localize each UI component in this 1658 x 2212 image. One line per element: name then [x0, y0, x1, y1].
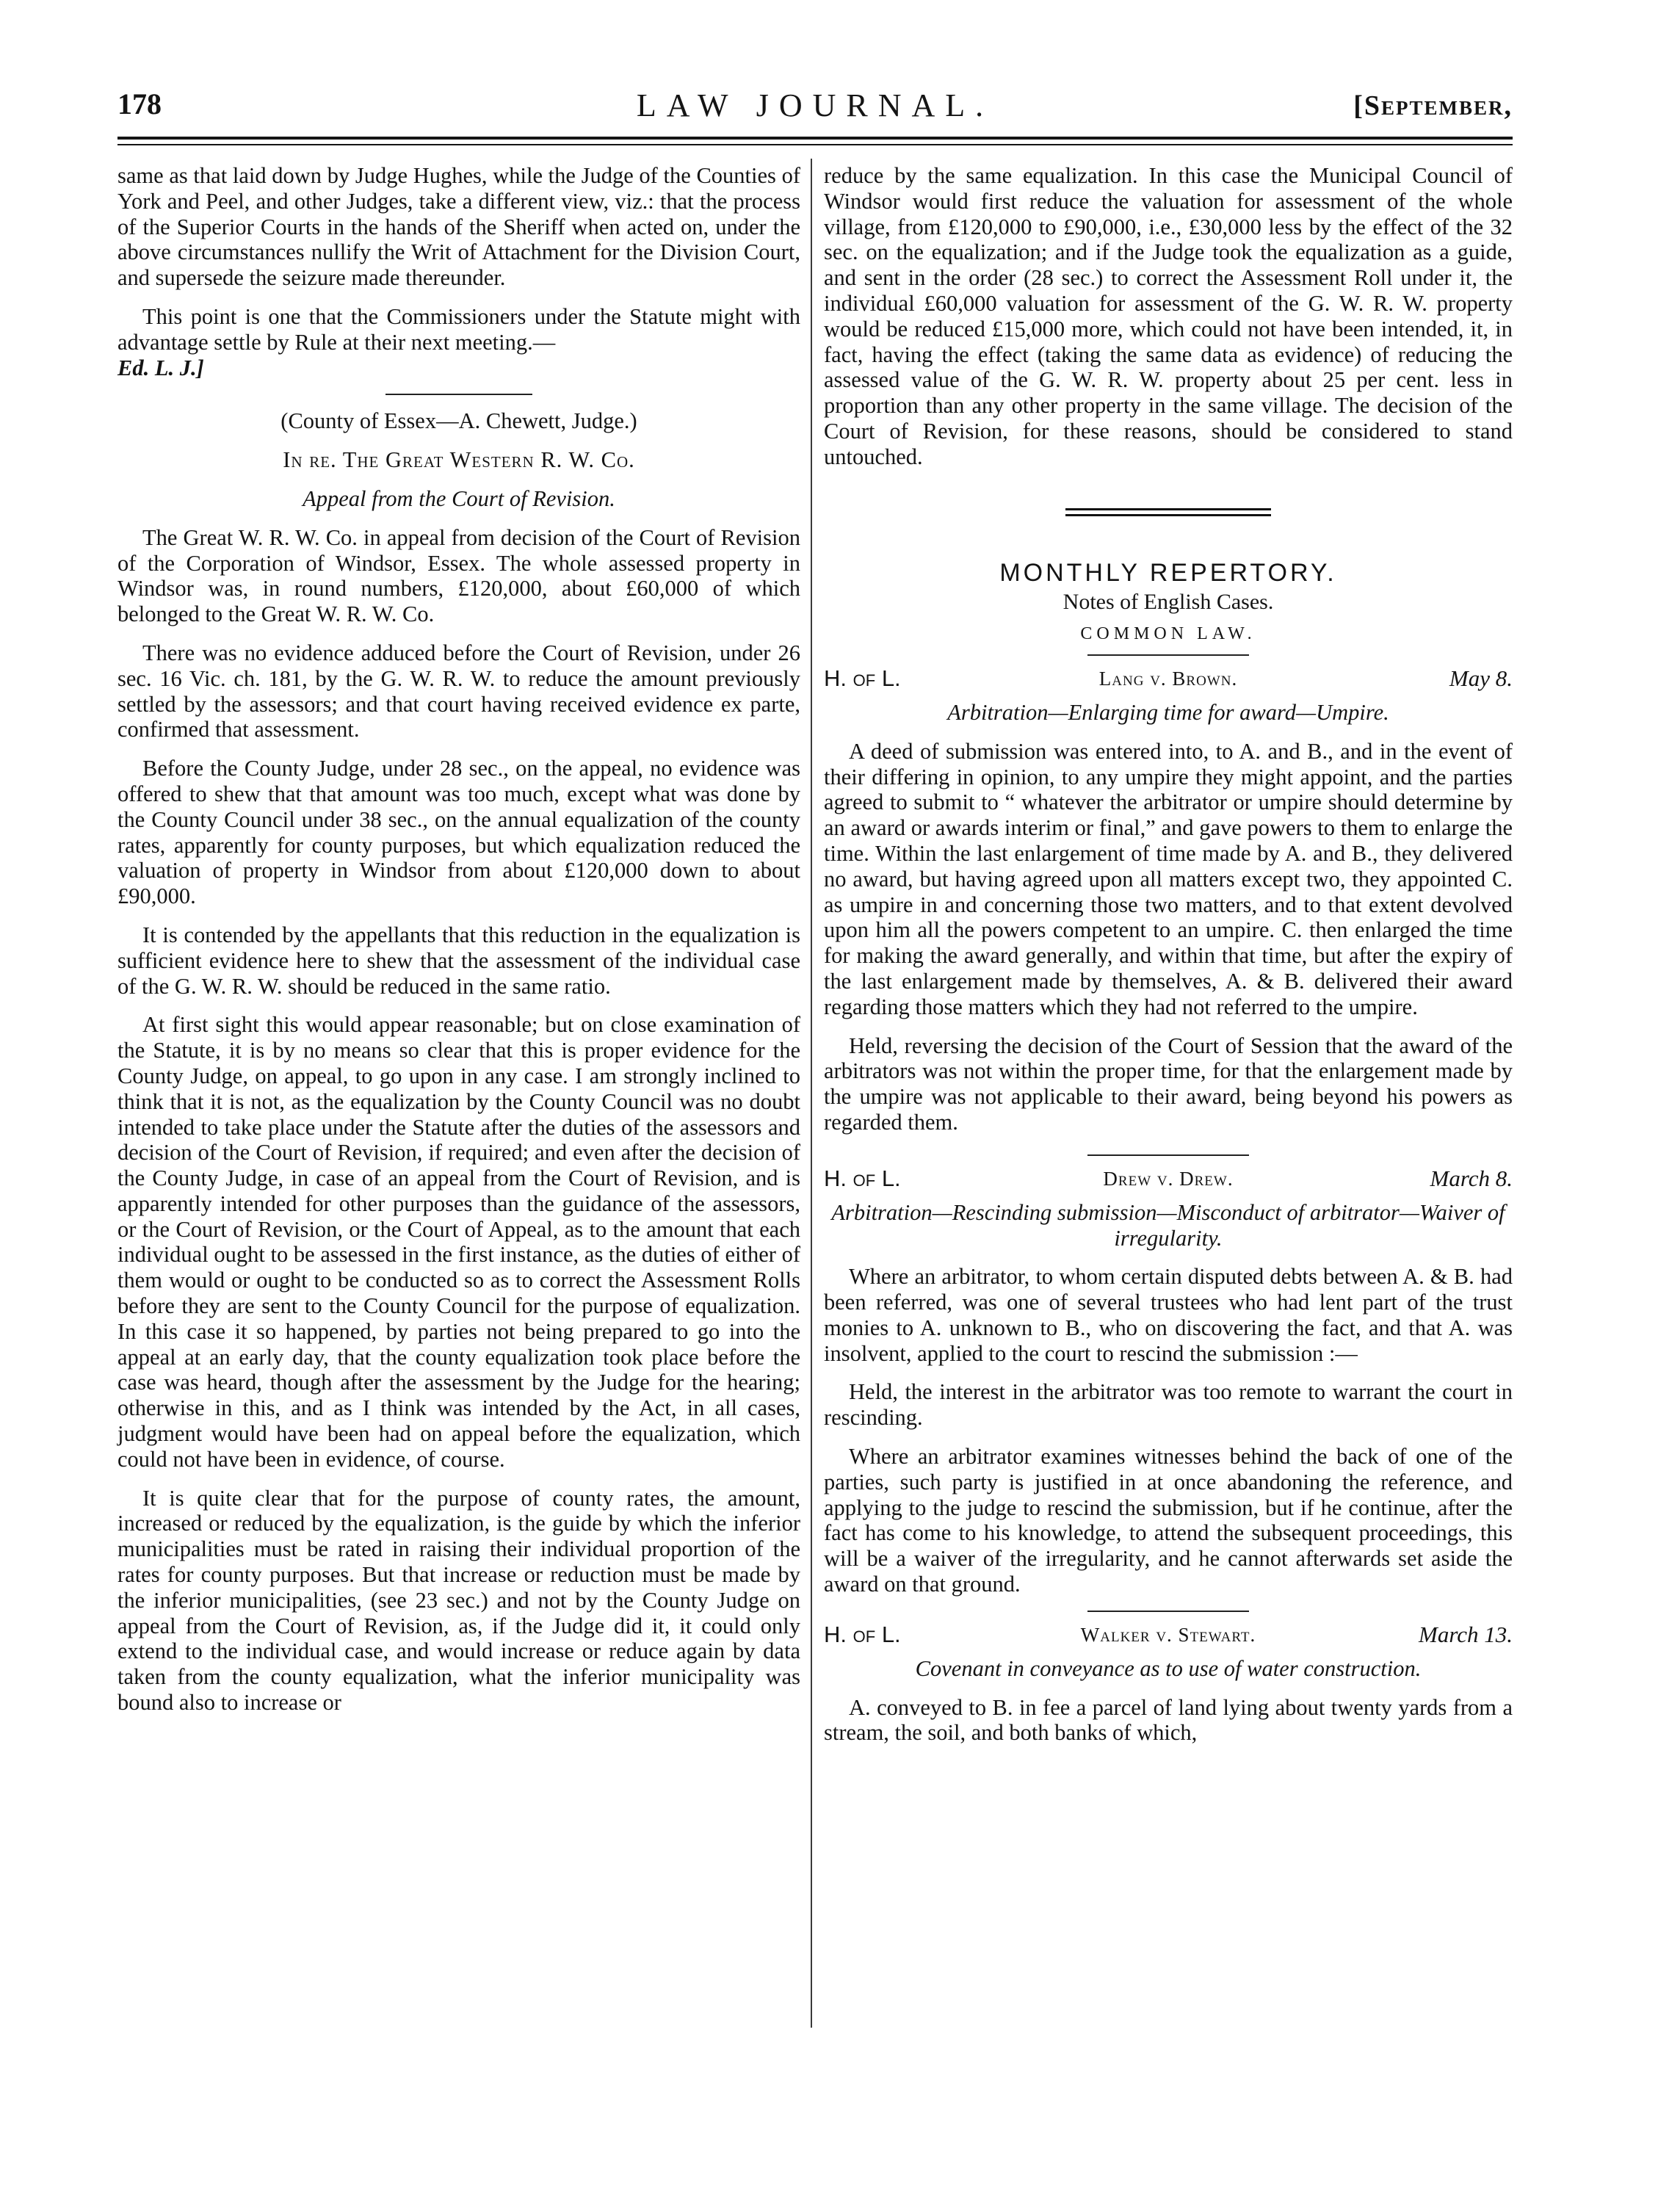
section-double-rule — [1065, 508, 1271, 516]
section-category: COMMON LAW. — [1080, 624, 1256, 644]
body-paragraph: At first sight this would appear reasonable; but on close examination of the Statute, it is by no means so clear that this is proper evidence for the County Judge, on appeal, to go upon in any case. I am strongly inclined to think that it is not, as the equalization by the County Council was no doubt intended to take place under the Statute after the duties of the assessors and decision of the Court of Revision, if required; and even after the decision of the County Judge, in case of an appeal from the Court of Revision, and is apparently intended for other purposes than the guidance of the assessors, or the Court of Revision, or the Court of Appeal, as to the amount that each individual ought to be assessed in the first instance, as the duties of either of them would or ought to be conducted so as to correct the Assessment Rolls before they are sent to the County Council for the purpose of equalization. In this case it so happened, by parties not being prepared to go into the appeal at an early day, that the county equalization took place before the case was heard, though after the assessment by the Judge for the hearing; otherwise in this, and as I think was intended by the Act, in all cases, judgment would have been had on appeal before the equalization, which could not have been in evidence, of course. — [117, 1012, 800, 1472]
case-paragraph: Held, reversing the decision of the Court of Session that the award of the arbitrators was not within the proper time, for that the enlargement made by the umpire was not applicable to their award, being beyond his powers as regarded them. — [824, 1033, 1513, 1135]
court-line: (County of Essex—A. Chewett, Judge.) — [280, 408, 637, 434]
category-rule — [1087, 654, 1249, 656]
case-title: In re. The Great Western R. W. Co. — [283, 447, 635, 473]
header-rule-thick — [117, 137, 1513, 140]
body-paragraph: There was no evidence adduced before the Court of Revision, under 26 sec. 16 Vic. ch. 181, by the G. W. R. W. to reduce the amount previously settled by the assessors; and that court having received evidence ex parte, confirmed that assessment. — [117, 640, 800, 742]
editor-signature: Ed. L. J.] — [117, 355, 204, 380]
case-divider — [1087, 1611, 1249, 1612]
right-column — [824, 163, 1513, 1759]
case-header — [824, 1622, 1513, 1652]
case-paragraph: Where an arbitrator, to whom certain disputed debts between A. & B. had been referred, was one of several trustees who had lent part of the trust monies to A. unknown to B., who on discovering the fact, and that A. was insolvent, applied to the court to rescind the submission :— — [824, 1264, 1513, 1366]
case-subtitle: Appeal from the Court of Revision. — [303, 485, 615, 511]
case-name: Drew v. Drew. — [1103, 1167, 1234, 1190]
case-subject: Arbitration—Enlarging time for award—Umpire. — [947, 699, 1389, 725]
case-date: May 8. — [1449, 665, 1513, 691]
section-divider — [385, 394, 532, 395]
body-paragraph: The Great W. R. W. Co. in appeal from decision of the Court of Revision of the Corporation of Windsor, Essex. The whole assessed property in Windsor was, in round numbers, £120,000, about £60,000 of which belonged to the Great W. R. W. Co. — [117, 524, 800, 627]
case-divider — [1087, 1154, 1249, 1156]
intro-paragraph: same as that laid down by Judge Hughes, while the Judge of the Counties of York and Peel, and other Judges, take a different view, viz.: that the process of the Superior Courts in the hands of the Sheriff when acted on, under the above circumstances nullify the Writ of Attachment for the Division Court, and supersede the seizure made thereunder. — [117, 163, 800, 291]
page-number: 178 — [117, 87, 162, 120]
case-paragraph: Held, the interest in the arbitrator was too remote to warrant the court in rescinding. — [824, 1379, 1513, 1431]
column-divider — [811, 159, 812, 2028]
section-subtitle: Notes of English Cases. — [1063, 590, 1274, 615]
body-paragraph: It is quite clear that for the purpose of county rates, the amount, increased or reduced by the equalization, is the guide by which the inferior municipalities must be rated in raising their individual proportion of the rates for county purposes. But that increase or reduction must be made by the inferior municipalities, (see 23 sec.) and not by the County Judge on appeal from the Court of Revision, as, if the Judge did it, it could only extend to the individual case, and would increase or reduce again by data taken from the county equalization, what the inferior municipality was bound also to increase or — [117, 1485, 800, 1716]
case-header — [824, 1166, 1513, 1196]
statute-paragraph: This point is one that the Commissioners under the Statute might with advantage settle by Rule at their next meeting.— Ed. L. J.] — [117, 303, 800, 380]
case-paragraph: Where an arbitrator examines witnesses behind the back of one of the parties, such party is justified in at once abandoning the reference, and applying to the judge to rescind the submission, but if he continue, after the fact has come to his knowledge, to attend the subsequent proceedings, this will be a waiver of the irregularity, and he cannot afterwards set aside the award on that ground. — [824, 1444, 1513, 1597]
journal-title: LAW JOURNAL. — [636, 87, 994, 123]
case-subject: Arbitration—Rescinding submission—Misconduct of arbitrator—Waiver of irregularity. — [831, 1199, 1505, 1251]
case-name: Walker v. Stewart. — [1080, 1623, 1256, 1646]
page-header — [117, 87, 1513, 138]
case-paragraph: A. conveyed to B. in fee a parcel of land lying about twenty yards from a stream, the soil, and both banks of which, — [824, 1694, 1513, 1746]
court-label: H. OF L. — [824, 1165, 901, 1191]
case-name: Lang v. Brown. — [1098, 667, 1238, 690]
header-rule-thin — [117, 144, 1513, 145]
case-date: March 13. — [1419, 1621, 1513, 1647]
case-date: March 8. — [1430, 1165, 1513, 1191]
left-column — [117, 163, 800, 1729]
continuation-paragraph: reduce by the same equalization. In this case the Municipal Council of Windsor would first reduce the valuation for assessment of the whole village, from £120,000 to £90,000, i.e., £30,000 less by the effect of the 32 sec. on the equalization; and if the Judge took the equalization as a guide, and sent in the order (28 sec.) to correct the Assessment Roll under it, the individual £60,000 valuation for assessment of the G. W. R. W. property would be reduced £15,000 more, which could not have been intended, it, in fact, having the effect (taking the same data as evidence) of reducing the assessed value of the G. W. R. W. property about 25 per cent. less in proportion than any other property in the same village. The decision of the Court of Revision, for these reasons, should be considered to stand untouched. — [824, 163, 1513, 469]
body-paragraph: Before the County Judge, under 28 sec., on the appeal, no evidence was offered to shew that that amount was too much, except what was done by the County Council under 38 sec., on the annual equalization of the county rates, apparently for county purposes, but which equalization reduced the valuation of property in Windsor from about £120,000 down to about £90,000. — [117, 756, 800, 909]
case-paragraph: A deed of submission was entered into, to A. and B., and in the event of their differing in opinion, to any umpire they might appoint, and the parties agreed to submit to “ whatever the arbitrator or umpire should determine by an award or awards interim or final,” and gave powers to them to enlarge the time. Within the last enlargement of time made by A. and B., they delivered no award, but having agreed upon all matters except two, they appointed C. as umpire in and concerning those two matters, and to that extent devolved upon him all the powers competent to an umpire. C. then enlarged the time for making the award generally, and within that time, but after the expiry of the last enlargement made by themselves, A. & B. delivered their award regarding those matters which they had not referred to the umpire. — [824, 738, 1513, 1019]
case-subject: Covenant in conveyance as to use of water construction. — [915, 1655, 1422, 1681]
court-label: H. OF L. — [824, 1621, 901, 1647]
month-label: [September, — [1353, 90, 1513, 121]
section-title: MONTHLY REPERTORY. — [999, 558, 1337, 587]
body-paragraph: It is contended by the appellants that this reduction in the equalization is sufficient evidence here to shew that the assessment of the individual case of the G. W. R. W. should be reduced in the same ratio. — [117, 922, 800, 999]
case-header — [824, 666, 1513, 695]
court-label: H. OF L. — [824, 665, 901, 691]
